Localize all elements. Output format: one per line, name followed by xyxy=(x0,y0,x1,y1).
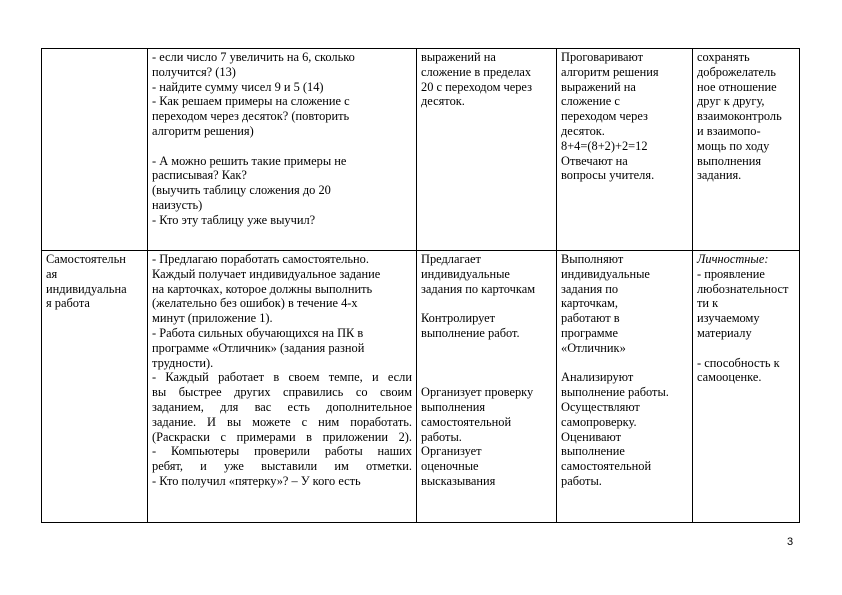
text-line: переходом через xyxy=(561,109,648,124)
text-line: - А можно решить такие примеры не xyxy=(152,153,347,168)
text-line: - Кто получил «пятерку»? – У кого есть xyxy=(152,473,361,488)
text-line: карточкам, xyxy=(561,296,618,311)
text-line: работы. xyxy=(561,473,602,488)
text-line: оценочные xyxy=(421,459,479,474)
uud-cell xyxy=(693,251,800,523)
text-line: - найдите сумму чисел 9 и 5 (14) xyxy=(152,79,324,94)
text-line: Отвечают на xyxy=(561,153,628,168)
text-line: самооценке. xyxy=(697,370,762,385)
text-line: работают в xyxy=(561,311,620,326)
text-line: мощь по ходу xyxy=(697,138,770,153)
text-line: вопросы учителя. xyxy=(561,168,655,183)
text-line: 20 с переходом через xyxy=(421,79,532,94)
text-line: программе «Отличник» (задания разной xyxy=(152,340,365,355)
text-line: расписывая? Как? xyxy=(152,168,247,183)
text-line: на карточках, которое должны выполнить xyxy=(152,281,373,296)
text-line: Осуществляют xyxy=(561,399,640,414)
text-line: выполнение работы. xyxy=(561,385,669,400)
blank-line xyxy=(421,370,552,385)
text-line: - способность к xyxy=(697,355,780,370)
text-line: - Как решаем примеры на сложение с xyxy=(152,94,350,109)
text-line: переходом через десяток? (повторить xyxy=(152,109,350,124)
text-line: индивидуальна xyxy=(46,281,127,296)
text-line: Контролирует xyxy=(421,311,496,326)
text-line: Проговаривают xyxy=(561,50,644,64)
text-line: высказывания xyxy=(421,473,496,488)
uud-heading: Личностные: xyxy=(697,252,769,266)
text-line: работы. xyxy=(421,429,462,444)
text-line: выражений на xyxy=(421,50,496,64)
text-line: задания. xyxy=(697,168,742,183)
text-line: - Работа сильных обучающихся на ПК в xyxy=(152,325,364,340)
uud-cell xyxy=(693,49,800,251)
text-line: самостоятельной xyxy=(561,459,652,474)
text-line: программе xyxy=(561,325,618,340)
text-line: друг к другу, xyxy=(697,94,765,109)
text-line: - Кто эту таблицу уже выучил? xyxy=(152,212,316,227)
text-line: задание. И вы можете с ним поработать. xyxy=(152,414,412,429)
text-line: - Предлагаю поработать самостоятельно. xyxy=(152,252,369,266)
text-line: Оценивают xyxy=(561,429,622,444)
text-line: индивидуальные xyxy=(421,266,510,281)
text-line: (желательно без ошибок) в течение 4-х xyxy=(152,296,358,311)
text-line: Выполняют xyxy=(561,252,624,266)
text-line: получится? (13) xyxy=(152,64,236,79)
text-line: Анализируют xyxy=(561,370,634,385)
text-line: ти к xyxy=(697,296,719,311)
text-line: самостоятельной xyxy=(421,414,512,429)
text-line: (Раскраски с примерами в приложении 2). xyxy=(152,429,412,444)
blank-line xyxy=(561,356,688,371)
text-line: сложение с xyxy=(561,94,620,109)
stage-cell xyxy=(42,251,148,523)
text-line: выражений на xyxy=(561,79,636,94)
text-line: индивидуальные xyxy=(561,266,650,281)
teacher-activity-cell xyxy=(417,49,557,251)
blank-line xyxy=(152,139,412,154)
table-row xyxy=(42,49,800,251)
text-line: выполнение работ. xyxy=(421,325,520,340)
text-line: Организует проверку xyxy=(421,385,534,400)
text-line: (выучить таблицу сложения до 20 xyxy=(152,183,331,198)
student-activity-cell xyxy=(557,49,693,251)
text-line: задания по карточкам xyxy=(421,281,536,296)
text-line: десяток. xyxy=(561,123,605,138)
text-line: изучаемому xyxy=(697,311,760,326)
text-line: взаимоконтроль xyxy=(697,109,782,124)
text-line: трудности). xyxy=(152,355,214,370)
text-line: - если число 7 увеличить на 6, сколько xyxy=(152,50,355,64)
text-line: ное отношение xyxy=(697,79,777,94)
text-line: ая xyxy=(46,266,58,281)
text-line: заданием, для вас есть дополнительное xyxy=(152,399,412,414)
text-line: Каждый получает индивидуальное задание xyxy=(152,266,381,281)
text-line: минут (приложение 1). xyxy=(152,311,273,326)
text-line: и взаимопо- xyxy=(697,123,761,138)
text-line: - проявление xyxy=(697,266,765,281)
text-line: любознательност xyxy=(697,281,789,296)
page-number: 3 xyxy=(787,536,794,548)
text-line: сохранять xyxy=(697,50,750,64)
text-line: задания по xyxy=(561,281,619,296)
text-line: наизусть) xyxy=(152,197,203,212)
blank-line xyxy=(421,341,552,356)
teacher-speech-cell xyxy=(148,49,417,251)
text-line: алгоритм решения xyxy=(561,64,659,79)
text-line: «Отличник» xyxy=(561,340,626,355)
text-line: 8+4=(8+2)+2=12 xyxy=(561,138,648,153)
text-line: вы быстрее других справились со своим xyxy=(152,385,412,400)
text-line: выполнение xyxy=(561,444,625,459)
text-line: алгоритм решения) xyxy=(152,123,254,138)
blank-line xyxy=(421,356,552,371)
text-line: десяток. xyxy=(421,94,465,109)
lesson-plan-table xyxy=(41,48,800,523)
text-line: Самостоятельн xyxy=(46,252,126,266)
teacher-activity-cell xyxy=(417,251,557,523)
text-line: Организует xyxy=(421,444,482,459)
text-line: материалу xyxy=(697,325,752,340)
text-line: выполнения xyxy=(697,153,762,168)
text-line: Предлагает xyxy=(421,252,481,266)
text-line: сложение в пределах xyxy=(421,64,532,79)
text-line: доброжелатель xyxy=(697,64,776,79)
blank-line xyxy=(421,296,552,311)
blank-line xyxy=(697,341,795,356)
stage-cell xyxy=(42,49,148,251)
text-line: самопроверку. xyxy=(561,414,637,429)
text-line: - Каждый работает в своем темпе, и если xyxy=(152,370,412,385)
text-line: - Компьютеры проверили работы наших xyxy=(152,444,412,459)
text-line: ребят, и уже выставили им отметки. xyxy=(152,459,412,474)
teacher-speech-cell xyxy=(148,251,417,523)
text-line: выполнения xyxy=(421,399,486,414)
student-activity-cell xyxy=(557,251,693,523)
table-row xyxy=(42,251,800,523)
text-line: я работа xyxy=(46,296,90,311)
